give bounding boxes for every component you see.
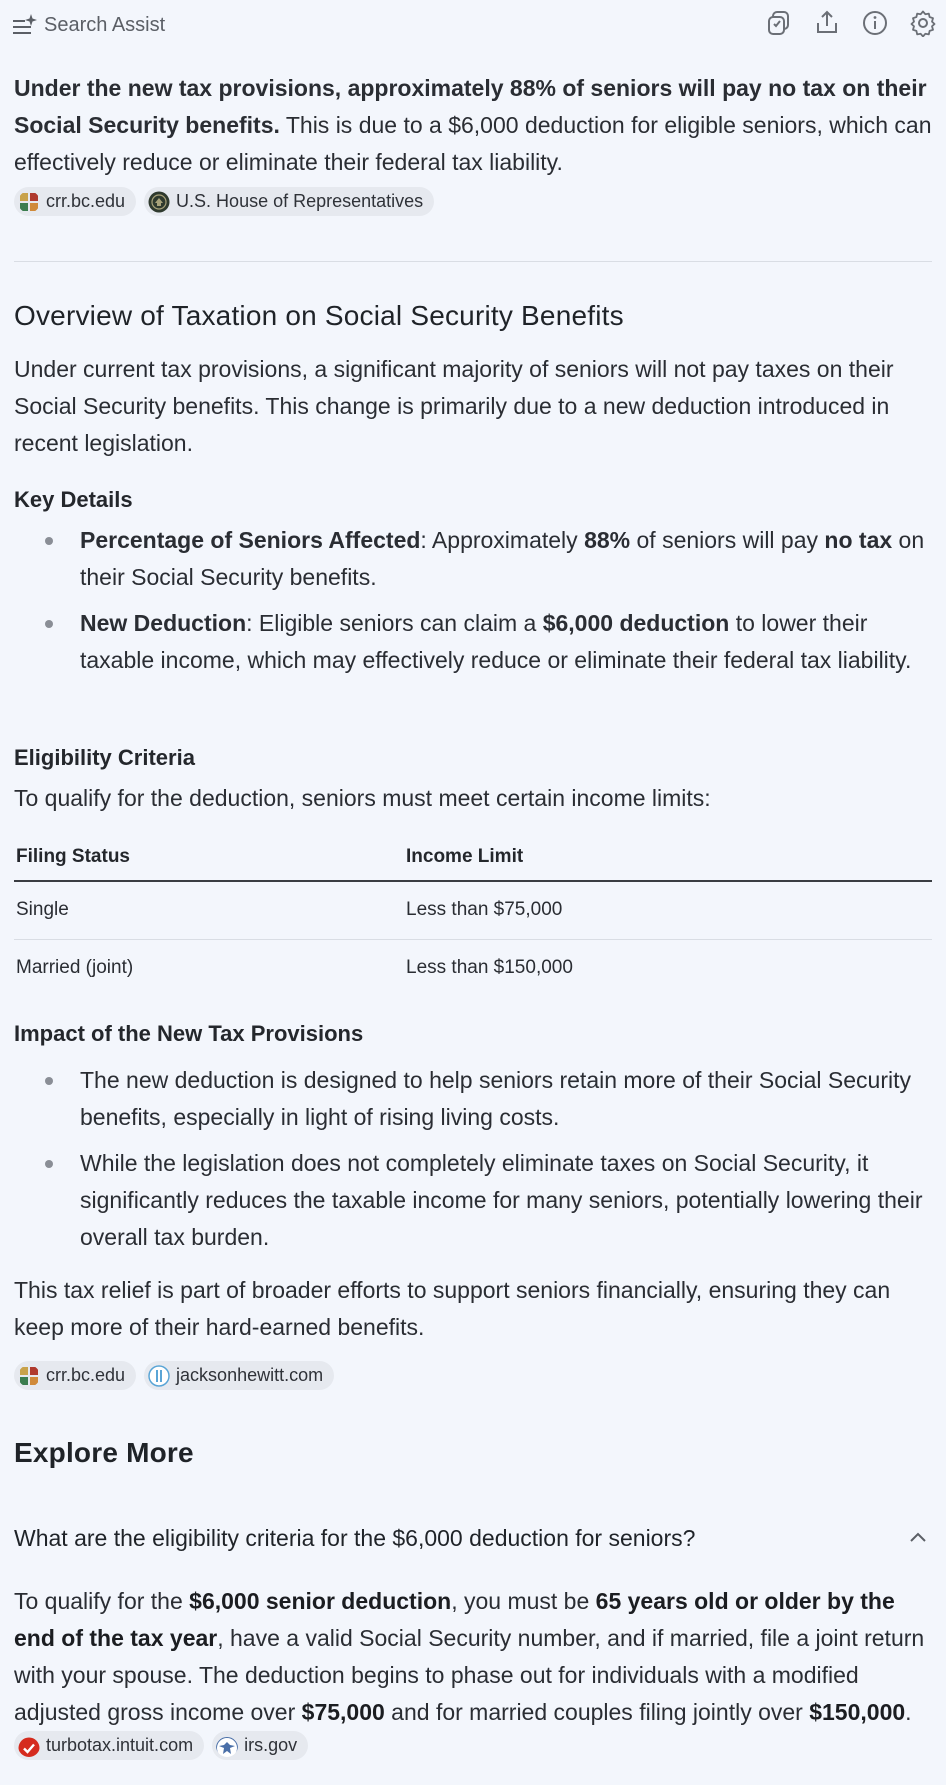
item-text: : Eligible seniors can claim a <box>246 610 543 636</box>
eligibility-body <box>14 780 932 817</box>
jackson-hewitt-icon <box>148 1365 170 1387</box>
item-text: of seniors will pay <box>630 527 825 553</box>
sparkle-list-icon <box>12 12 40 38</box>
share-icon <box>813 9 841 42</box>
item-bold: no tax <box>824 527 893 553</box>
key-details-list <box>14 522 932 691</box>
answer-text: . <box>905 1699 912 1725</box>
copy-icon <box>765 9 793 42</box>
impact-sources <box>14 1361 932 1391</box>
table-header-row <box>14 833 932 881</box>
answer-text: , have a valid Social Security number, and if married, file a joint return with your spouse. The deduction begins to phase out for individuals with a modified adjusted gross income over <box>14 1625 925 1725</box>
source-chip[interactable] <box>14 1361 136 1390</box>
source-chip[interactable] <box>144 1361 334 1390</box>
overview-heading: Overview of Taxation on Social Security Benefits <box>14 300 624 331</box>
app-title: Search Assist <box>44 13 166 36</box>
item-text: on their Social Security benefits. <box>80 527 925 590</box>
irs-eagle-icon <box>216 1735 238 1757</box>
chevron-up-icon <box>906 1526 930 1550</box>
impact-section <box>14 1021 932 1047</box>
overview-intro: Under current tax provisions, a significant majority of seniors will not pay taxes on their Social Security benefits. This change is primarily due to a new deduction introduced in recent legislation. <box>14 356 894 456</box>
info-icon <box>861 9 889 42</box>
crr-bc-edu-icon <box>18 1365 40 1387</box>
faq-question: What are the eligibility criteria for the $6,000 deduction for seniors? <box>14 1524 696 1551</box>
impact-closing: This tax relief is part of broader efforts to support seniors financially, ensuring they can keep more of their hard-earned benefits. <box>14 1277 891 1340</box>
header <box>0 0 946 50</box>
settings-button[interactable] <box>906 8 940 42</box>
eligibility-heading: Eligibility Criteria <box>14 745 195 770</box>
answer-bold: 65 years old or older by the end of the tax year <box>14 1588 895 1651</box>
summary-text <box>14 70 932 181</box>
summary-rest: This is due to a $6,000 deduction for eligible seniors, which can effectively reduce or eliminate their federal tax liability. <box>14 112 932 175</box>
turbotax-check-icon <box>18 1735 40 1757</box>
answer-bold: $6,000 senior deduction <box>189 1588 452 1614</box>
faq-question-toggle[interactable] <box>14 1518 932 1558</box>
item-label: Percentage of Seniors Affected <box>80 527 421 553</box>
answer-text: , you must be <box>451 1588 596 1614</box>
source-chip[interactable] <box>144 187 434 216</box>
list-item: The new deduction is designed to help seniors retain more of their Social Security benefits, especially in light of rising living costs. <box>14 1062 932 1136</box>
source-label: irs.gov <box>244 1735 298 1755</box>
overview-section <box>14 300 932 332</box>
info-button[interactable] <box>858 8 892 42</box>
list-item <box>14 605 932 679</box>
eligibility-section <box>14 745 932 771</box>
column-header: Filing Status <box>14 833 404 881</box>
brand <box>12 12 165 38</box>
table-cell: Single <box>14 881 404 939</box>
column-header: Income Limit <box>404 833 932 881</box>
summary-bold: Under the new tax provisions, approximately 88% of seniors will pay no tax on their Social Security benefits. <box>14 75 927 138</box>
crr-bc-edu-icon <box>18 191 40 213</box>
table-row <box>14 939 932 997</box>
table-cell: Less than $150,000 <box>406 957 573 979</box>
answer-bold: $150,000 <box>809 1699 906 1725</box>
answer-text: and for married couples filing jointly over <box>384 1699 810 1725</box>
impact-heading: Impact of the New Tax Provisions <box>14 1021 364 1046</box>
explore-heading: Explore More <box>14 1437 194 1468</box>
source-label: jacksonhewitt.com <box>176 1365 324 1385</box>
impact-list <box>14 1062 932 1268</box>
impact-closing-block <box>14 1272 932 1346</box>
header-actions <box>748 8 940 42</box>
source-chip[interactable] <box>14 1731 204 1760</box>
item-text: : Approximately <box>420 527 585 553</box>
summary <box>14 70 932 181</box>
table-row <box>14 881 932 939</box>
eligibility-intro: To qualify for the deduction, seniors must meet certain income limits: <box>14 785 711 811</box>
source-label: crr.bc.edu <box>46 191 126 211</box>
section-divider <box>14 261 932 262</box>
settings-icon <box>909 9 937 42</box>
answer-text: To qualify for the <box>14 1588 190 1614</box>
share-button[interactable] <box>810 8 844 42</box>
item-bold: 88% <box>584 527 631 553</box>
list-item: While the legislation does not completely eliminate taxes on Social Security, it significantly reduces the taxable income for many seniors, potentially lowering their overall tax burden. <box>14 1145 932 1256</box>
source-chip[interactable] <box>212 1731 308 1760</box>
key-details-heading: Key Details <box>14 487 133 512</box>
income-limit-table <box>14 833 932 997</box>
item-text: to lower their taxable income, which may effectively reduce or eliminate their federal tax liability. <box>80 610 912 673</box>
source-label: turbotax.intuit.com <box>46 1735 194 1755</box>
faq-answer <box>14 1583 932 1770</box>
key-details-section <box>14 487 932 513</box>
item-bold: $6,000 deduction <box>542 610 730 636</box>
faq-answer-text <box>14 1583 932 1770</box>
copy-button[interactable] <box>762 8 796 42</box>
overview-body <box>14 351 932 462</box>
list-item <box>14 522 932 596</box>
answer-bold: $75,000 <box>301 1699 385 1725</box>
table-cell: Less than $75,000 <box>404 881 932 939</box>
source-label: U.S. House of Representatives <box>176 191 424 211</box>
item-label: New Deduction <box>80 610 247 636</box>
summary-sources <box>14 187 932 217</box>
source-label: crr.bc.edu <box>46 1365 126 1385</box>
house-seal-icon <box>148 191 170 213</box>
source-chip[interactable] <box>14 187 136 216</box>
table-cell: Married (joint) <box>16 957 134 979</box>
explore-section <box>14 1437 932 1469</box>
